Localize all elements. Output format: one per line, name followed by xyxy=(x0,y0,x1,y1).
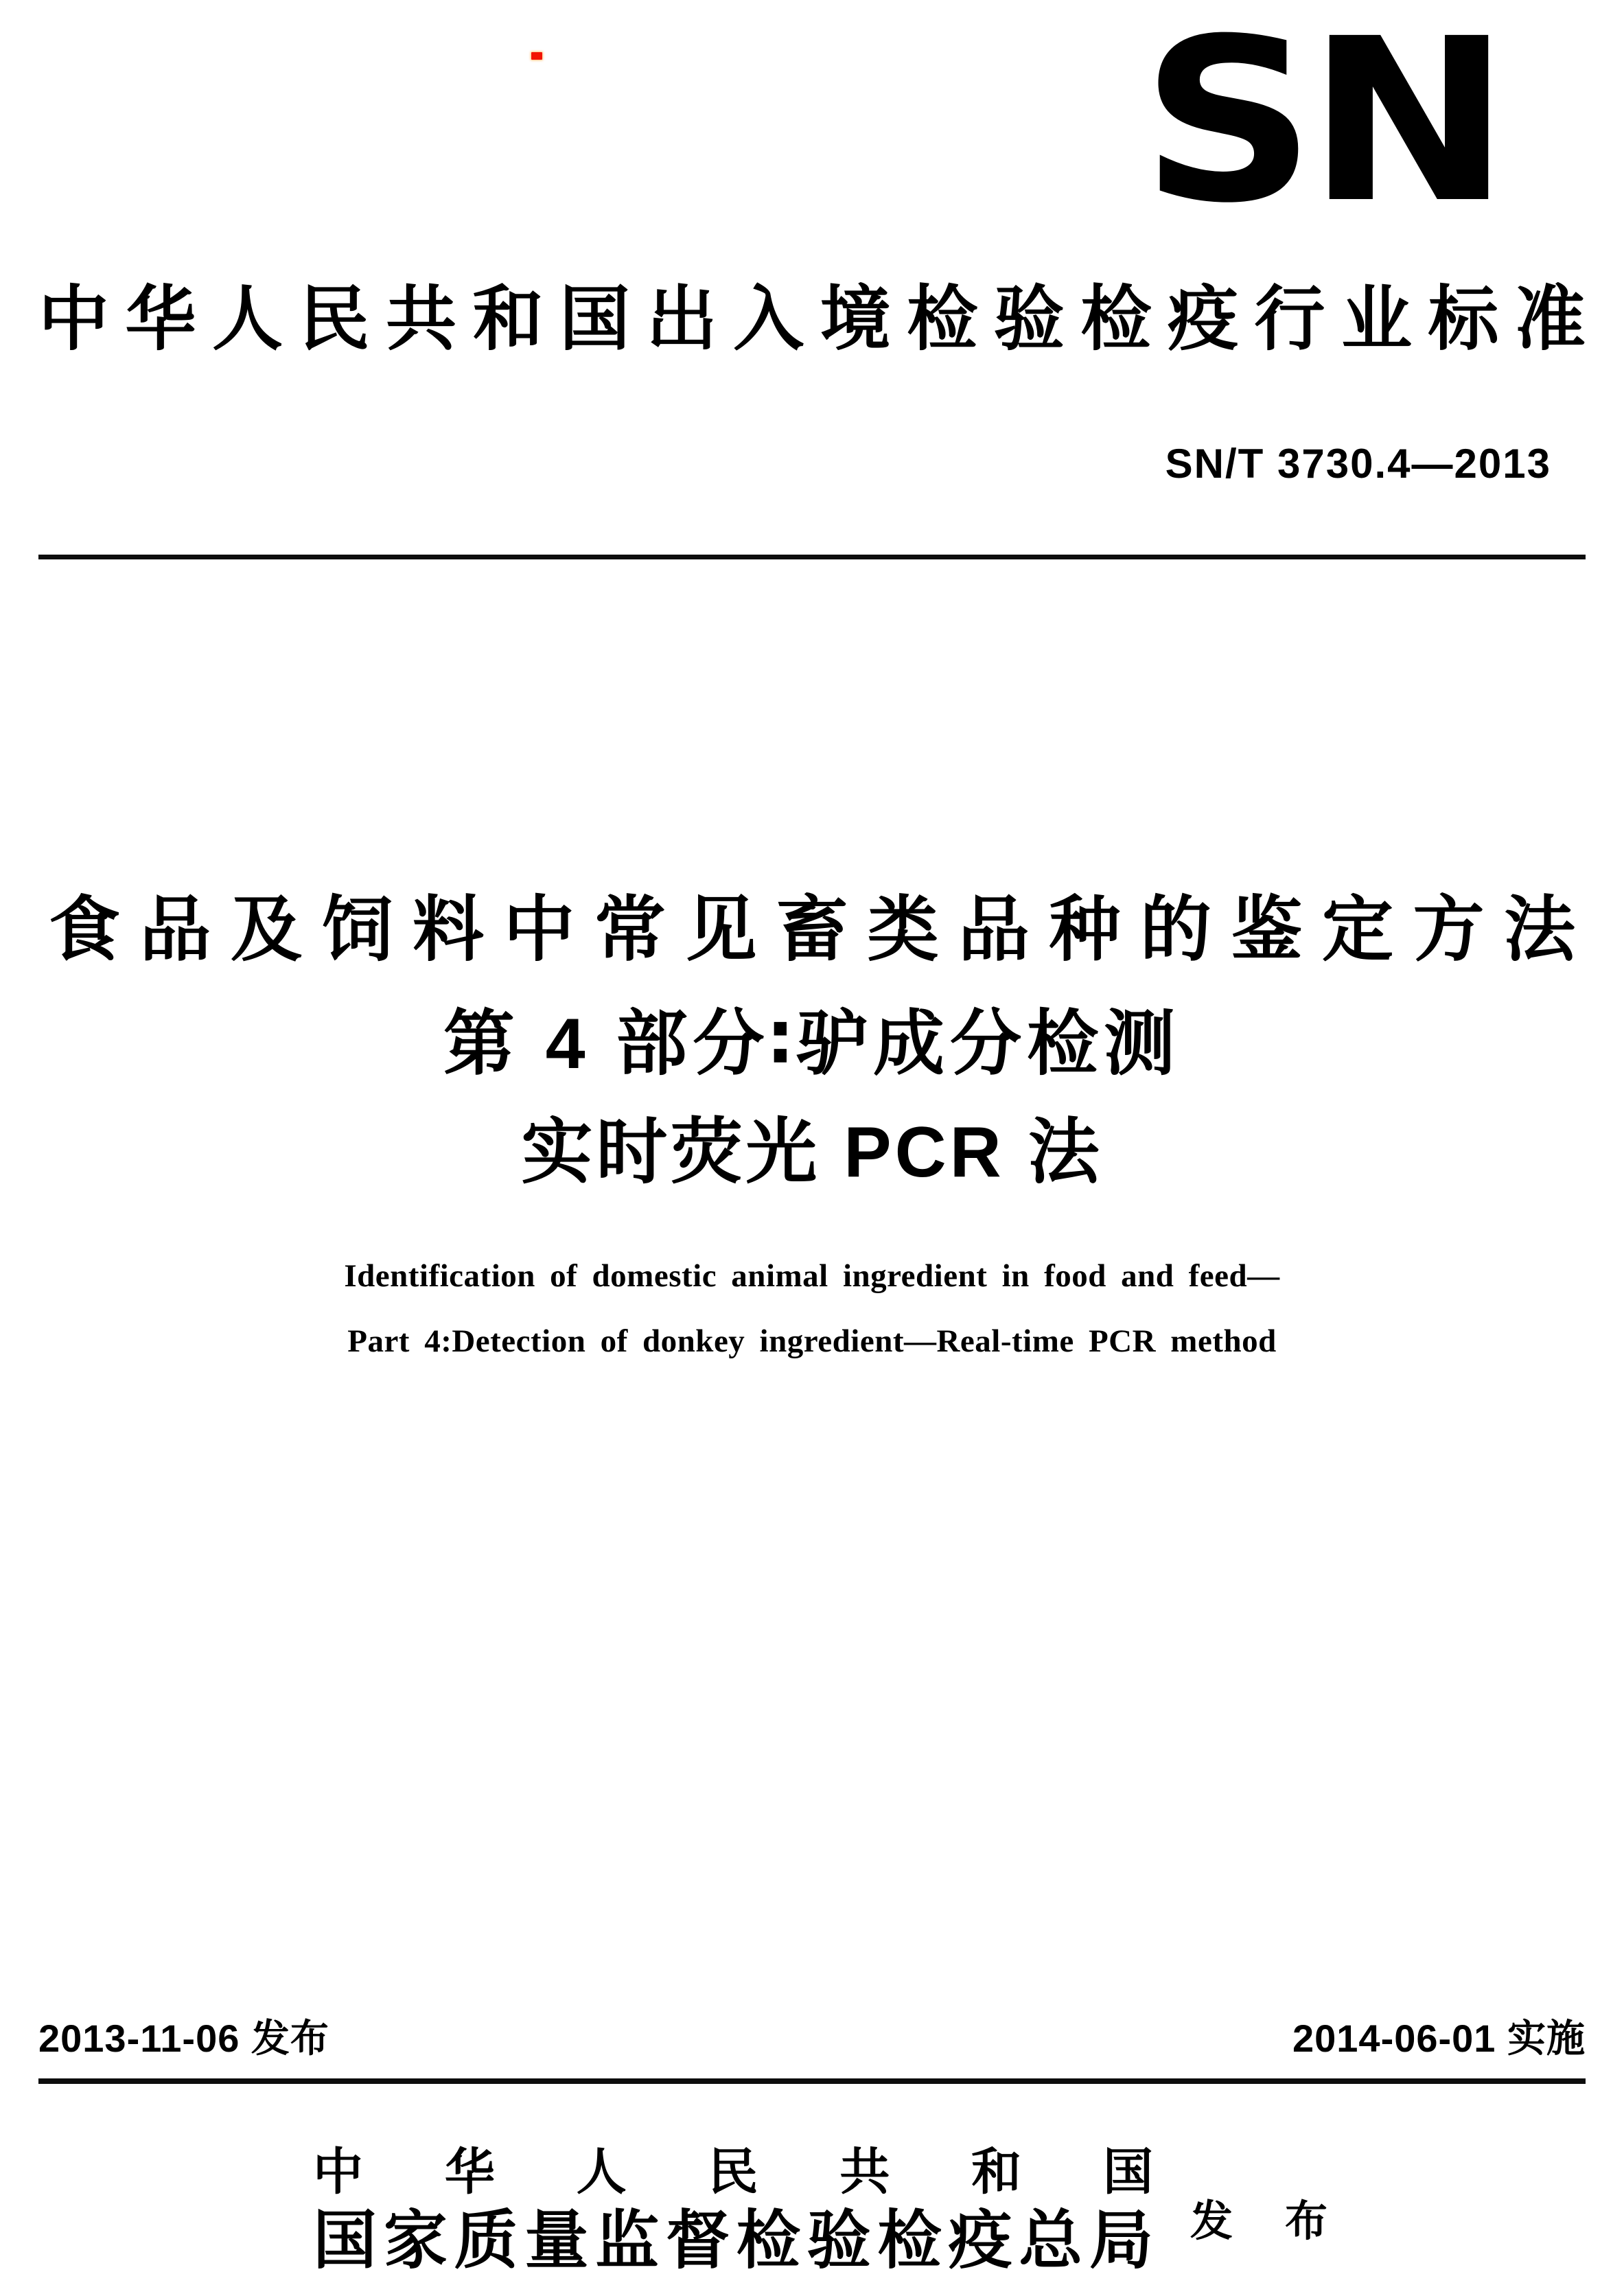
title-en-line-2: Part 4:Detection of donkey ingredient—Real-time PCR method xyxy=(347,1323,1277,1359)
issue-label: 发布 xyxy=(1190,2198,1327,2245)
issuer-country: 中华人民共和国 xyxy=(313,2144,1153,2200)
title-en-line-1: Identification of domestic animal ingredient in food and feed— xyxy=(344,1258,1280,1294)
sn-logo: SN xyxy=(1141,0,1502,253)
title-english xyxy=(0,1260,1624,1391)
issuer-agency: 国家质量监督检验检疫总局 xyxy=(313,2206,1153,2277)
title-cn-line-2: 第 4 部分∶驴成分检测 xyxy=(443,1004,1181,1084)
title-cn-line-1: 食品及饲料中常见畜类品种的鉴定方法 xyxy=(49,890,1575,970)
dates-row xyxy=(38,2019,1586,2058)
standard-category-title: 中华人民共和国出入境检验检疫行业标准 xyxy=(38,279,1586,358)
standard-number: SN/T 3730.4—2013 xyxy=(1165,441,1551,487)
issue-date: 2013-11-06 发布 xyxy=(38,2017,329,2060)
issuer-block xyxy=(0,2144,1624,2277)
issuer-names xyxy=(313,2144,1153,2277)
header-divider xyxy=(38,555,1586,559)
title-cn-line-3: 实时荧光 PCR 法 xyxy=(521,1113,1103,1192)
implementation-date: 2014-06-01 实施 xyxy=(1292,2017,1586,2060)
red-scan-mark xyxy=(531,52,542,60)
footer-divider xyxy=(38,2078,1586,2084)
